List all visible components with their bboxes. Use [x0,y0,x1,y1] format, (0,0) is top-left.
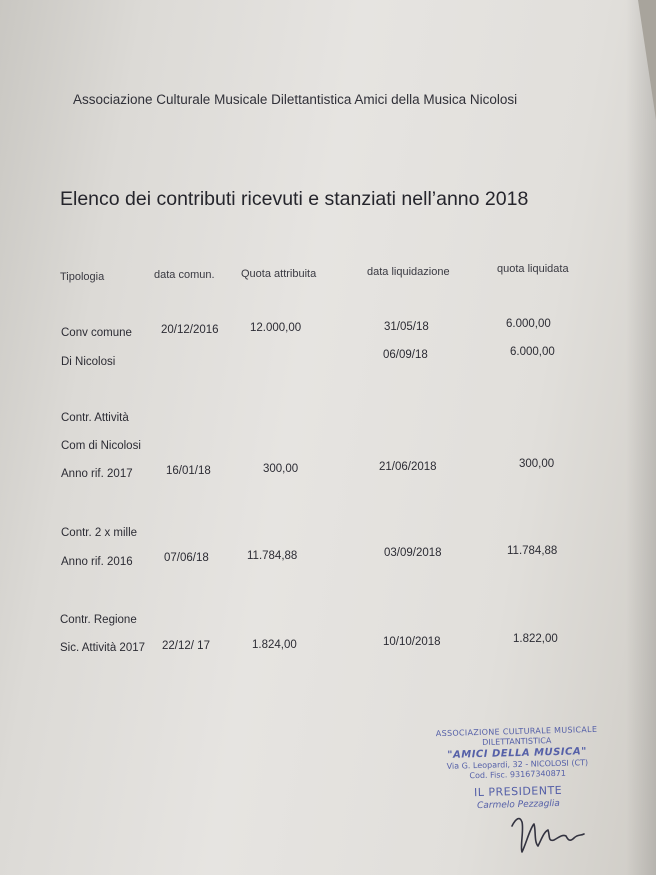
table-cell-quota-attribuita: 12.000,00 [250,322,302,334]
table-cell-tipologia: Di Nicolosi [61,356,116,368]
table-cell-quota-liquidata: 6.000,00 [510,346,555,358]
association-header: Associazione Culturale Musicale Dilettantistica Amici della Musica Nicolosi [73,92,518,107]
stamp-line: "AMICI DELLA MUSICA" [447,746,588,761]
table-cell-quota-liquidata: 300,00 [519,458,555,470]
table-cell-tipologia: Contr. Attività [61,412,129,424]
table-cell-tipologia: Contr. Regione [60,614,137,626]
table-cell-quota-attribuita: 300,00 [263,463,299,475]
table-cell-data-liquidazione: 31/05/18 [384,321,429,333]
table-cell-tipologia: Contr. 2 x mille [61,527,138,539]
handwritten-signature-icon [508,808,588,858]
table-cell-quota-liquidata: 6.000,00 [506,318,551,330]
stamp-president-label: IL PRESIDENTE [473,783,563,800]
column-header-quota-attribuita: Quota attribuita [241,268,317,280]
table-cell-tipologia: Sic. Attività 2017 [60,642,146,654]
column-header-data-comun: data comun. [154,269,215,281]
table-cell-data-liquidazione: 06/09/18 [383,349,428,361]
table-cell-data-comun: 07/06/18 [164,552,209,564]
column-header-data-liquidazione: data liquidazione [367,266,450,278]
column-header-quota-liquidata: quota liquidata [497,263,569,275]
document-title: Elenco dei contributi ricevuti e stanziati nell’anno 2018 [60,188,529,210]
column-header-tipologia: Tipologia [60,271,105,283]
table-cell-data-liquidazione: 03/09/2018 [384,547,442,559]
stamp-line: ASSOCIAZIONE CULTURALE MUSICALE [435,724,598,739]
table-cell-data-comun: 22/12/ 17 [162,640,210,652]
table-cell-quota-attribuita: 11.784,88 [247,550,298,562]
table-cell-quota-attribuita: 1.824,00 [252,639,297,651]
table-cell-quota-liquidata: 11.784,88 [507,545,558,557]
table-cell-tipologia: Conv comune [61,327,132,339]
stamp-line: Cod. Fisc. 93167340871 [469,768,567,781]
table-cell-tipologia: Anno rif. 2017 [61,468,133,480]
table-cell-data-comun: 16/01/18 [166,465,211,477]
table-cell-data-liquidazione: 21/06/2018 [379,461,437,473]
table-cell-data-liquidazione: 10/10/2018 [383,636,441,648]
table-cell-tipologia: Com di Nicolosi [61,440,141,452]
table-cell-data-comun: 20/12/2016 [161,324,219,336]
stamp-president-name: Carmelo Pezzaglia [476,798,560,812]
stamp-line: Via G. Leopardi, 32 - NICOLOSI (CT) [446,758,589,771]
table-cell-tipologia: Anno rif. 2016 [61,556,133,568]
stamp-line: DILETTANTISTICA [482,736,552,747]
table-cell-quota-liquidata: 1.822,00 [513,633,558,645]
